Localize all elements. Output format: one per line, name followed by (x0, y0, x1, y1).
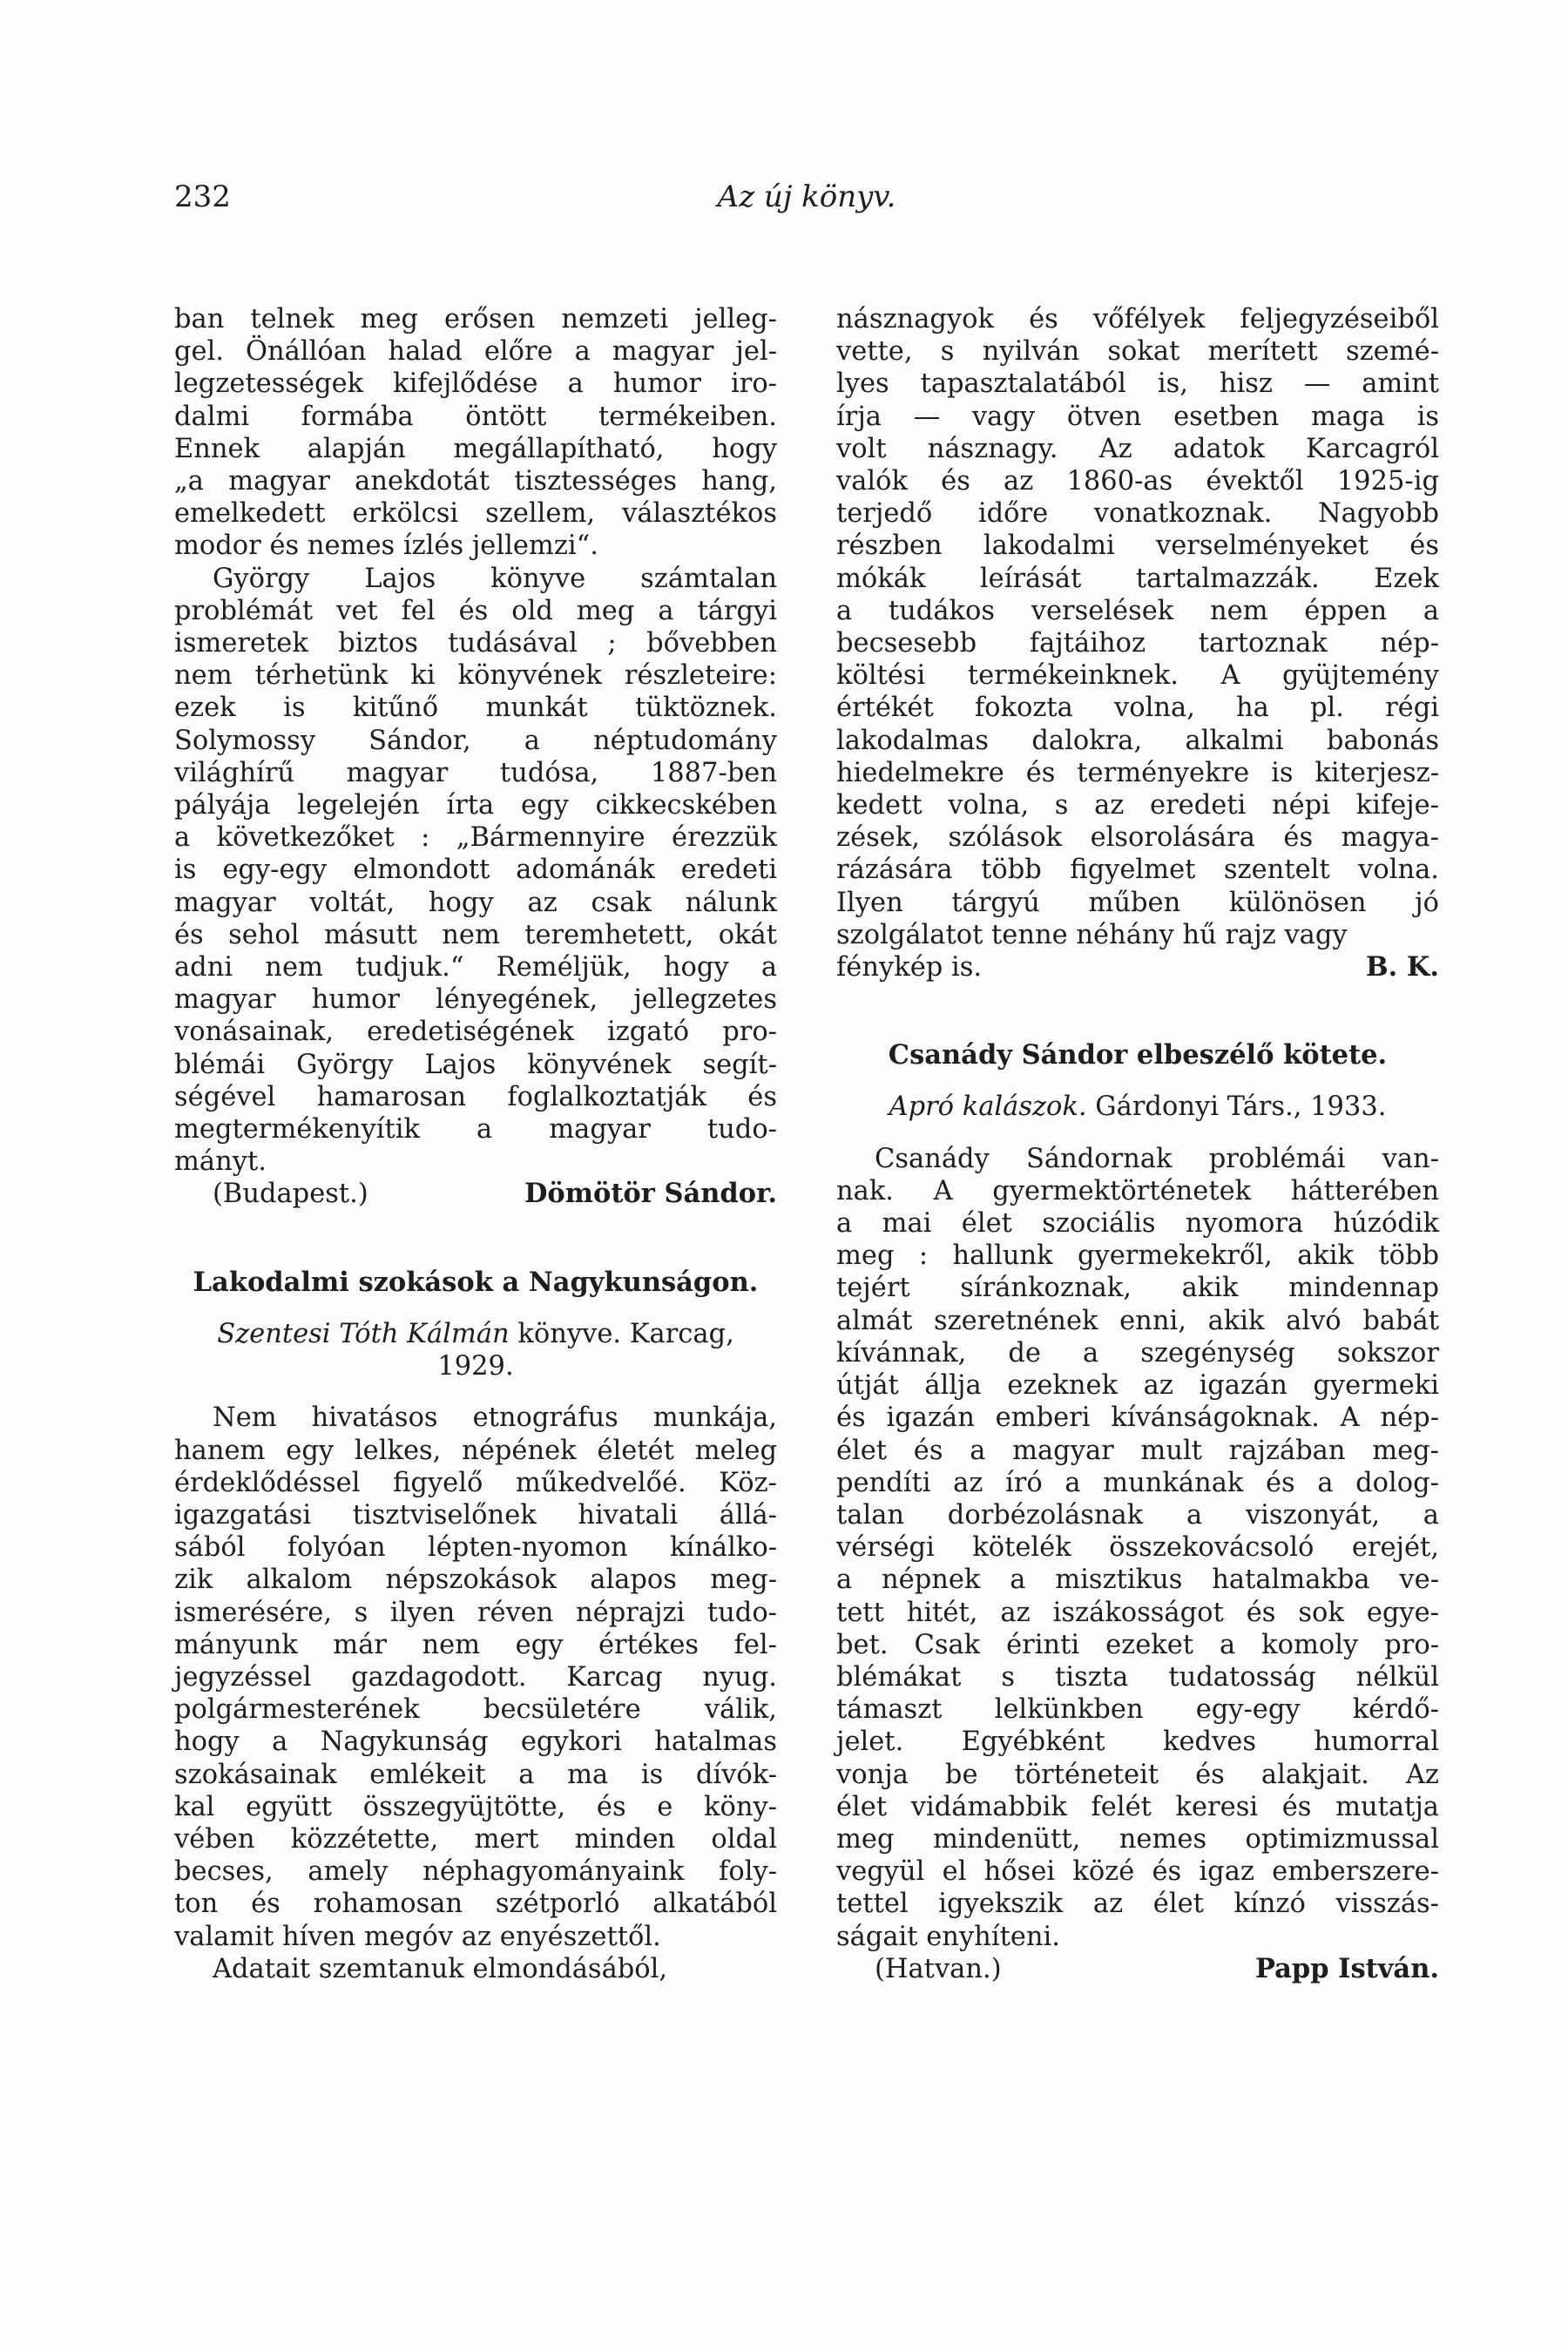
text-line: volt násznagy. Az adatok Karcagról (836, 433, 1439, 464)
text-line: Adatait szemtanuk elmondásából, (213, 1953, 668, 1984)
text-line: szolgálatot tenne néhány hű rajz vagy (836, 919, 1348, 950)
text-line: tejért síránkoznak, akik mindennap (836, 1273, 1439, 1304)
text-line: valók és az 1860-as évektől 1925-ig (836, 466, 1439, 497)
text-line: emelkedett erkölcsi szellem, választékos (174, 498, 777, 530)
text-line: Nem hivatásos etnográfus munkája, (213, 1402, 777, 1434)
text-line: hogy a Nagykunság egykori hatalmas (174, 1727, 777, 1758)
text-line: és sehol másutt nem teremhetett, okát (174, 919, 777, 950)
paragraph (174, 1953, 777, 1985)
text-line: zések, szólások elsorolására és magya- (836, 822, 1439, 854)
text-line: vonásainak, eredetiségének izgató pro- (174, 1017, 777, 1048)
text-line: és igazán emberi kívánságoknak. A nép- (836, 1402, 1439, 1434)
text-line: pályája legelején írta egy cikkecskében (174, 790, 777, 821)
text-line: blémákat s tiszta tudatosság nélkül (836, 1661, 1439, 1693)
text-line: is egy-egy elmondott adománák eredeti (174, 855, 777, 886)
signoff-author: B. K. (1365, 951, 1439, 983)
text-line: jegyzéssel gazdagodott. Karcag nyug. (174, 1661, 777, 1693)
text-line: násznagyok és vőfélyek feljegyzéseiből (836, 304, 1439, 335)
text-line: jelet. Egyébként kedves humorral (836, 1727, 1439, 1758)
text-line: ban telnek meg erősen nemzeti jelleg- (174, 304, 777, 335)
text-line: élet vidámabbik felét keresi és mutatja (836, 1791, 1439, 1822)
text-line: mányt. (174, 1146, 267, 1178)
text-line: dalmi formába öntött termékeiben. (174, 401, 777, 432)
signoff-author: Dömötör Sándor. (524, 1178, 777, 1210)
left-column (174, 303, 777, 1985)
text-line: tett hitét, az iszákosságot és sok egye- (836, 1597, 1439, 1628)
text-line: bet. Csak érinti ezeket a komoly pro- (836, 1629, 1439, 1660)
text-line: György Lajos könyve számtalan (213, 563, 777, 594)
text-line: a következőket : „Bármennyire érezzük (174, 822, 777, 854)
paragraph (836, 303, 1439, 951)
text-line: vegyül el hősei közé és igaz emberszere- (836, 1856, 1439, 1888)
text-line: vérségi kötelék összekovácsoló erejét, (836, 1532, 1439, 1564)
text-line: igazgatási tisztviselőnek hivatali állá- (174, 1499, 777, 1531)
text-line: meg mindenütt, nemes optimizmussal (836, 1823, 1439, 1855)
text-line: legzetességek kifejlődése a humor iro- (174, 368, 777, 400)
text-line: a tudákos verselések nem éppen a (836, 595, 1439, 626)
text-line: pendíti az író a munkának és a dolog- (836, 1467, 1439, 1498)
paragraph (174, 1402, 777, 1952)
text-line: becses, amely néphagyományaink foly- (174, 1856, 777, 1888)
text-line: modor és nemes ízlés jellemzi“. (174, 531, 598, 562)
bibliography-title: Apró kalászok. (889, 1092, 1087, 1123)
paragraph-last-line: fénykép is. (836, 952, 983, 983)
text-line: Solymossy Sándor, a néptudomány (174, 725, 777, 756)
text-line: ismeretek biztos tudásával ; bővebben (174, 628, 777, 659)
text-line: lakodalmas dalokra, alkalmi babonás (836, 725, 1439, 756)
bibliography-author: Szentesi Tóth Kálmán (217, 1318, 510, 1349)
text-line: értékét fokozta volna, ha pl. régi (836, 693, 1439, 724)
text-line: költési termékeinknek. A gyüjtemény (836, 660, 1439, 692)
text-line: a népnek a misztikus hatalmakba ve- (836, 1565, 1439, 1596)
text-line: szokásainak emlékeit a ma is dívók- (174, 1759, 777, 1790)
text-line: magyar humor lényegének, jellegzetes (174, 984, 777, 1016)
signoff (836, 1953, 1439, 1985)
text-line: vette, s nyilván sokat merített szemé- (836, 336, 1439, 368)
text-line: almát szeretnének enni, akik alvó babát (836, 1305, 1439, 1336)
signoff-place: (Hatvan.) (875, 1953, 1002, 1984)
text-line: Ilyen tárgyú műben különösen jó (836, 887, 1439, 918)
text-line: ton és rohamosan szétporló alkatából (174, 1889, 777, 1920)
text-line: terjedő időre vonatkoznak. Nagyobb (836, 498, 1439, 530)
text-line: élet és a magyar mult rajzában meg- (836, 1435, 1439, 1466)
paragraph (836, 1143, 1439, 1953)
text-line: kal együtt összegyüjtötte, és e köny- (174, 1791, 777, 1822)
text-line: rázására több figyelmet szentelt volna. (836, 855, 1439, 886)
text-line: hanem egy lelkes, népének életét meleg (174, 1435, 777, 1466)
text-line: nak. A gyermektörténetek hátterében (836, 1175, 1439, 1206)
text-line: világhírű magyar tudósa, 1887-ben (174, 757, 777, 788)
text-line: „a magyar anekdotát tisztességes hang, (174, 466, 777, 497)
page-number: 232 (174, 179, 231, 214)
text-line: ságait enyhíteni. (836, 1921, 1060, 1952)
text-line: ismerésére, s ilyen réven néprajzi tudo- (174, 1597, 777, 1628)
bibliography-rest: Gárdonyi Társ., 1933. (1086, 1092, 1387, 1123)
text-line: sából folyóan lépten-nyomon kínálko- (174, 1532, 777, 1564)
text-line: kedett volna, s az eredeti népi kifeje- (836, 790, 1439, 821)
text-line: polgármesterének becsületére válik, (174, 1694, 777, 1726)
bibliography (174, 1318, 777, 1382)
page-header (174, 179, 1439, 232)
text-line: zik alkalom népszokások alapos meg- (174, 1565, 777, 1596)
signoff (174, 1178, 777, 1210)
text-line: lyes tapasztalatából is, hisz — amint (836, 368, 1439, 400)
text-line: kívánnak, de a szegénység sokszor (836, 1337, 1439, 1369)
text-line: megtermékenyítik a magyar tudo- (174, 1114, 777, 1146)
text-line: problémát vet fel és old meg a tárgyi (174, 595, 777, 626)
running-title: Az új könyv. (717, 179, 896, 214)
text-line: adni nem tudjuk.“ Reméljük, hogy a (174, 952, 777, 983)
text-line: érdeklődéssel figyelő műkedvelőé. Köz- (174, 1467, 777, 1498)
text-line: blémái György Lajos könyvének segít- (174, 1049, 777, 1080)
bibliography-rest: könyve. Karcag, (509, 1318, 734, 1349)
bibliography-year: 1929. (437, 1351, 514, 1382)
text-line: valamit híven megóv az enyészettől. (174, 1921, 661, 1952)
text-line: mányunk már nem egy értékes fel- (174, 1629, 777, 1660)
text-line: ezek is kitűnő munkát tüktöznek. (174, 693, 777, 724)
bibliography (836, 1091, 1439, 1123)
text-line: részben lakodalmi verselményeket és (836, 531, 1439, 562)
text-line: írja — vagy ötven esetben maga is (836, 401, 1439, 432)
paragraph (174, 303, 777, 563)
right-column (836, 303, 1439, 1985)
text-line: útját állja ezeknek az igazán gyermeki (836, 1370, 1439, 1402)
signoff-author: Papp István. (1255, 1952, 1439, 1984)
text-line: meg : hallunk gyermekekről, akik több (836, 1240, 1439, 1272)
text-line: ségével hamarosan foglalkoztatják és (174, 1081, 777, 1112)
text-line: támaszt lelkünkben egy-egy kérdő- (836, 1694, 1439, 1726)
text-line: vonja be történeteit és alakjait. Az (836, 1759, 1439, 1790)
text-line: hiedelmekre és terményekre is kiterjesz- (836, 757, 1439, 788)
text-line: tettel igyekszik az élet kínzó visszás- (836, 1889, 1439, 1920)
text-line: becsesebb fajtáihoz tartoznak nép- (836, 628, 1439, 659)
text-line: Ennek alapján megállapítható, hogy (174, 433, 777, 464)
signoff (836, 951, 1439, 983)
signoff-place: (Budapest.) (213, 1179, 368, 1210)
text-line: vében közzétette, mert minden oldal (174, 1823, 777, 1855)
text-line: Csanády Sándornak problémái van- (875, 1143, 1439, 1174)
text-line: nem térhetünk ki könyvének részleteire: (174, 660, 777, 692)
review-title: Csanády Sándor elbeszélő kötete. (888, 1039, 1388, 1071)
paragraph (174, 563, 777, 1179)
text-line: talan dorbézolásnak a viszonyát, a (836, 1499, 1439, 1531)
text-line: mókák leírását tartalmazzák. Ezek (836, 563, 1439, 594)
text-line: magyar voltát, hogy az csak nálunk (174, 887, 777, 918)
text-line: gel. Önállóan halad előre a magyar jel- (174, 336, 777, 368)
text-line: a mai élet szociális nyomora húzódik (836, 1208, 1439, 1240)
review-title: Lakodalmi szokások a Nagykunságon. (193, 1266, 759, 1298)
